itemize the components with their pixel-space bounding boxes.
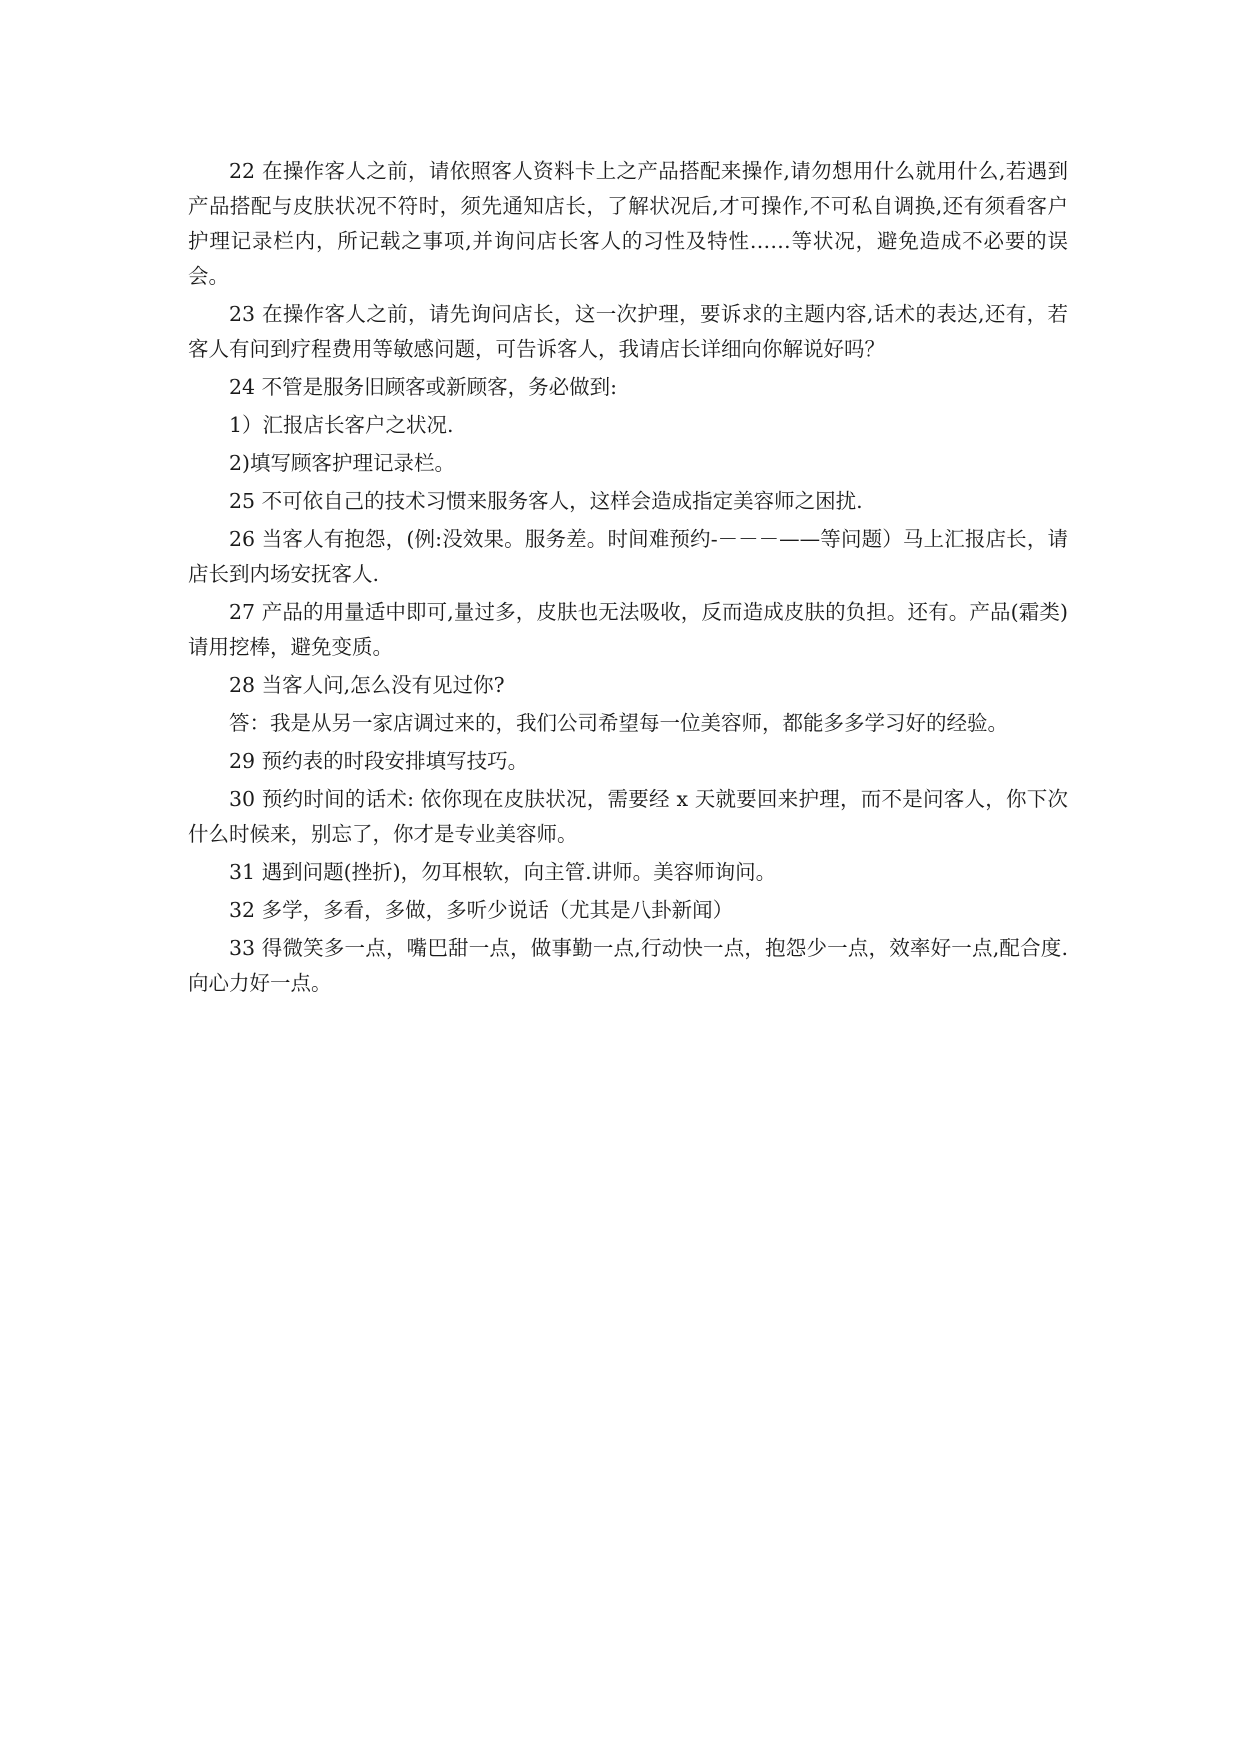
paragraph-28: 28 当客人问,怎么没有见过你? xyxy=(229,673,505,697)
paragraph-24-item-1: 1）汇报店长客户之状况. xyxy=(229,413,454,437)
paragraph-23: 23 在操作客人之前，请先询问店长，这一次护理，要诉求的主题内容,话术的表达,还有，若客人有问到疗程费用等敏感问题，可告诉客人，我请店长详细向你解说好吗？ xyxy=(188,302,1068,361)
document-body xyxy=(188,154,1068,1004)
paragraph-24-item-2: 2)填写顾客护理记录栏。 xyxy=(229,451,456,475)
paragraph-25: 25 不可依自己的技术习惯来服务客人，这样会造成指定美容师之困扰. xyxy=(229,489,863,513)
paragraph-29: 29 预约表的时段安排填写技巧。 xyxy=(229,749,529,773)
paragraph-28-answer: 答：我是从另一家店调过来的，我们公司希望每一位美容师，都能多多学习好的经验。 xyxy=(229,711,1008,735)
paragraph-33: 33 得微笑多一点，嘴巴甜一点，做事勤一点,行动快一点，抱怨少一点，效率好一点,配合度.向心力好一点。 xyxy=(188,936,1068,995)
paragraph-32: 32 多学，多看，多做，多听少说话（尤其是八卦新闻） xyxy=(229,898,734,922)
paragraph-30: 30 预约时间的话术: 依你现在皮肤状况，需要经 x 天就要回来护理，而不是问客人，你下次什么时候来，别忘了，你才是专业美容师。 xyxy=(188,787,1068,846)
paragraph-22: 22 在操作客人之前，请依照客人资料卡上之产品搭配来操作,请勿想用什么就用什么,若遇到产品搭配与皮肤状况不符时，须先通知店长，了解状况后,才可操作,不可私自调换,还有须看客户护理记录栏内，所记载之事项,并询问店长客人的习性及特性……等状况，避免造成不必要的误会。 xyxy=(188,159,1068,288)
paragraph-26: 26 当客人有抱怨，(例:没效果。服务差。时间难预约-－－－——等问题）马上汇报店长，请店长到内场安抚客人. xyxy=(188,527,1068,586)
paragraph-24: 24 不管是服务旧顾客或新顾客，务必做到: xyxy=(229,375,618,399)
paragraph-31: 31 遇到问题(挫折)，勿耳根软，向主管.讲师。美容师询问。 xyxy=(229,860,777,884)
paragraph-27: 27 产品的用量适中即可,量过多，皮肤也无法吸收，反而造成皮肤的负担。还有。产品(霜类)请用挖棒，避免变质。 xyxy=(188,600,1068,659)
